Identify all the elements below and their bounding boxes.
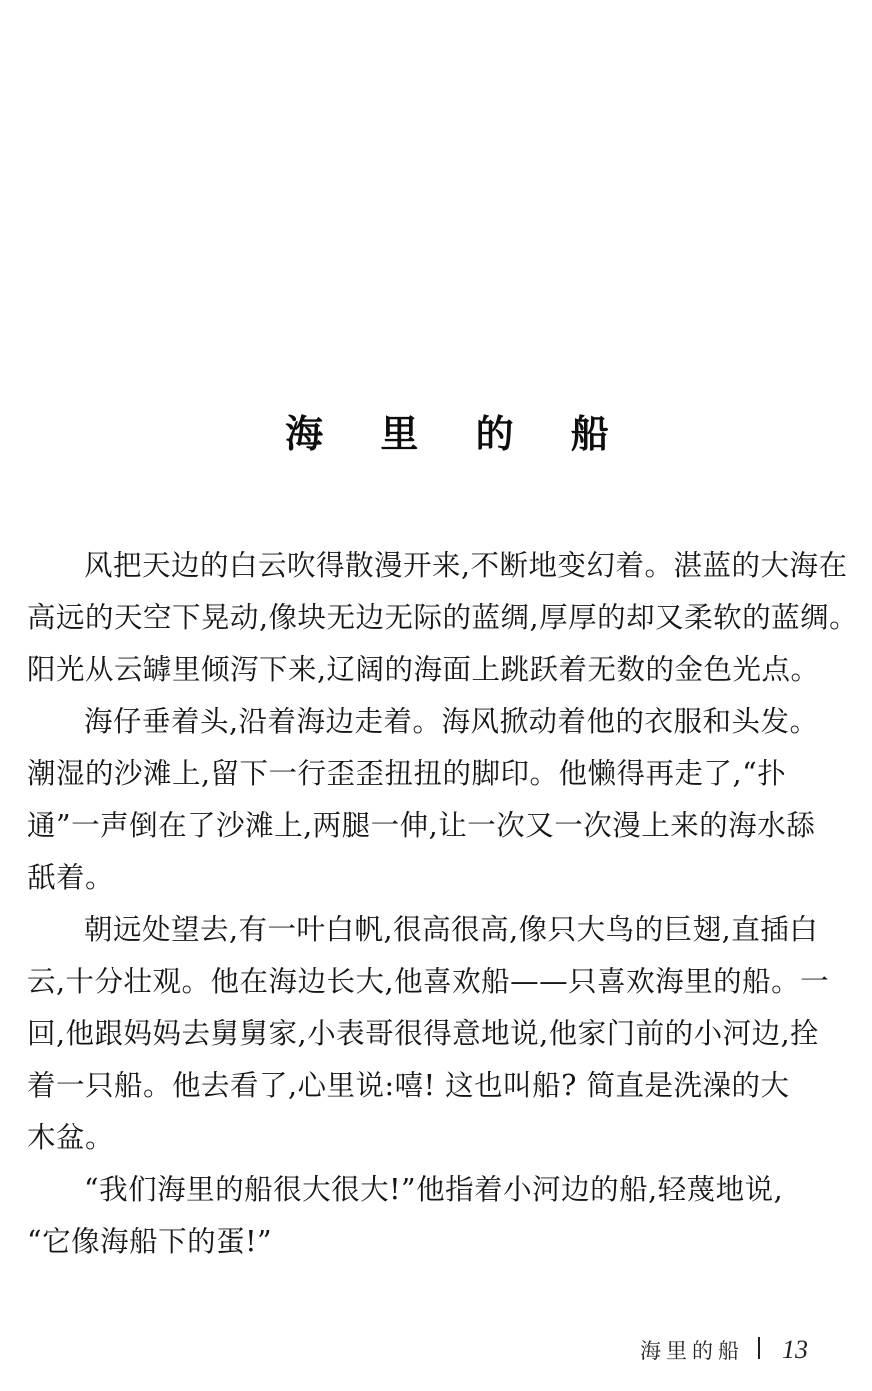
text-line: 阳光从云罅里倾泻下来,辽阔的海面上跳跃着无数的金色光点。 xyxy=(27,653,820,686)
paragraph-4 xyxy=(27,1164,847,1268)
running-footer xyxy=(640,1330,808,1370)
text-line: 海仔垂着头,沿着海边走着。海风掀动着他的衣服和头发。 xyxy=(84,705,819,738)
footer-divider xyxy=(758,1337,760,1359)
running-title: 海里的船 xyxy=(640,1339,744,1363)
chapter-title: 海 里 的 船 xyxy=(285,412,631,457)
text-line: “它像海船下的蛋!” xyxy=(27,1225,273,1258)
text-line: 回,他跟妈妈去舅舅家,小表哥很得意地说,他家门前的小河边,拴 xyxy=(27,1017,820,1050)
text-line: “我们海里的船很大很大!”他指着小河边的船,轻蔑地说, xyxy=(84,1173,784,1206)
text-line: 风把天边的白云吹得散漫开来,不断地变幻着。湛蓝的大海在 xyxy=(84,549,848,582)
text-line: 舐着。 xyxy=(27,861,115,894)
text-line: 通”一声倒在了沙滩上,两腿一伸,让一次又一次漫上来的海水舔 xyxy=(27,809,816,842)
paragraph-3 xyxy=(27,904,847,1164)
paragraph-1 xyxy=(27,540,859,696)
text-line: 高远的天空下晃动,像块无边无际的蓝绸,厚厚的却又柔软的蓝绸。 xyxy=(27,601,859,634)
chapter-body xyxy=(27,540,859,1268)
page-number: 13 xyxy=(782,1335,808,1364)
text-line: 木盆。 xyxy=(27,1121,115,1154)
text-line: 朝远处望去,有一叶白帆,很高很高,像只大鸟的巨翅,直插白 xyxy=(84,913,819,946)
text-line: 云,十分壮观。他在海边长大,他喜欢船——只喜欢海里的船。一 xyxy=(27,965,830,998)
paragraph-2 xyxy=(27,696,847,904)
text-line: 潮湿的沙滩上,留下一行歪歪扭扭的脚印。他懒得再走了,“扑 xyxy=(27,757,787,790)
text-line: 着一只船。他去看了,心里说:嘻! 这也叫船? 简直是洗澡的大 xyxy=(27,1069,790,1102)
